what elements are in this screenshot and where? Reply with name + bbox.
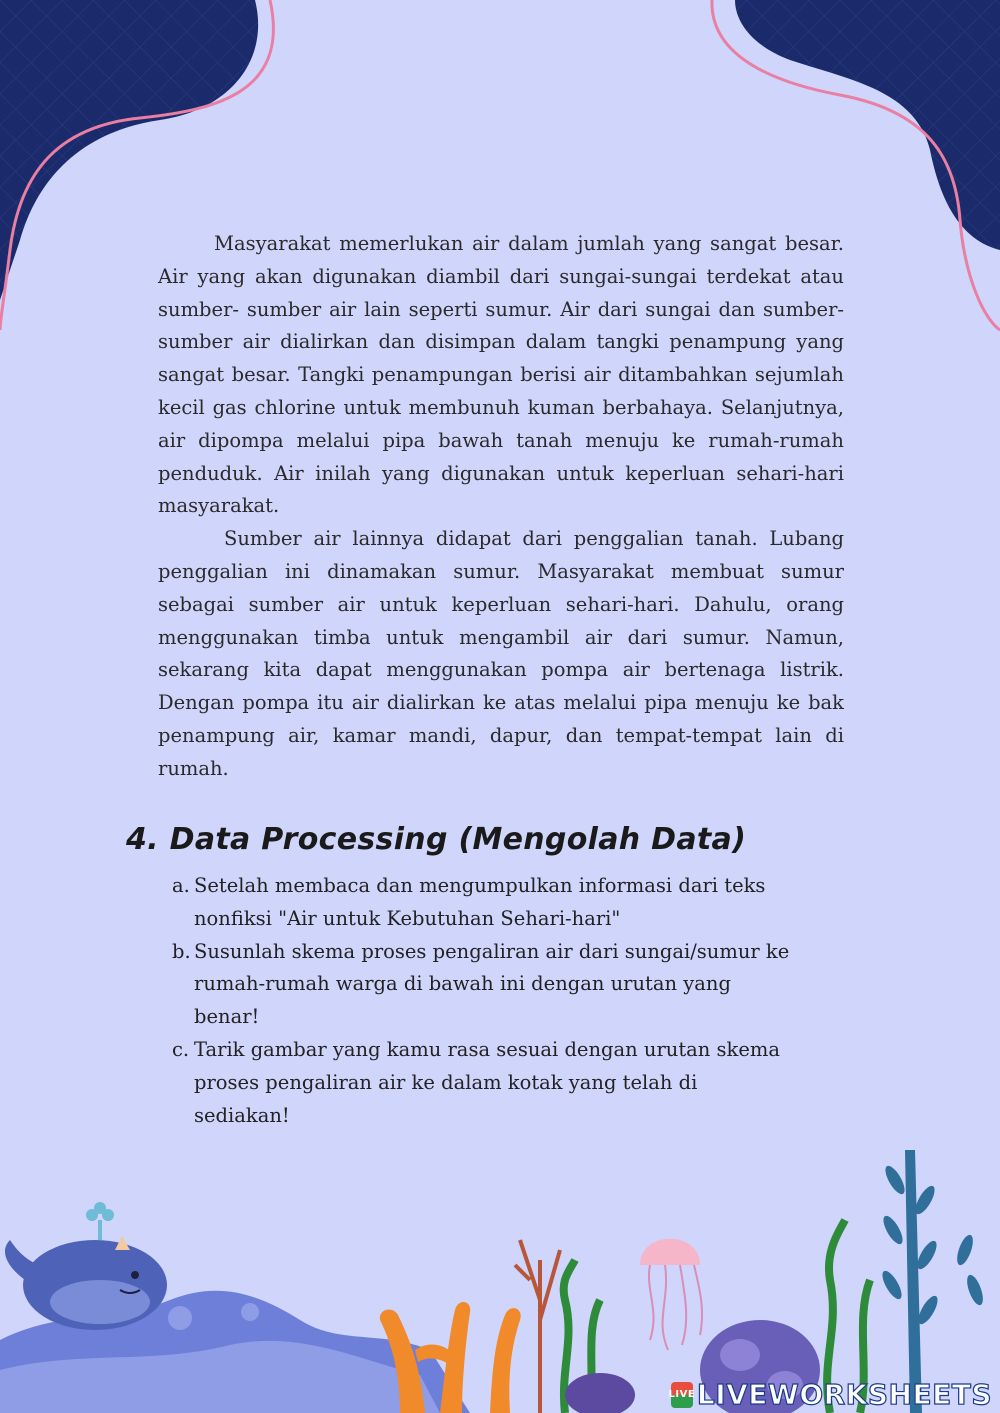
instruction-list bbox=[172, 870, 792, 1132]
article-paragraph-1: Masyarakat memerlukan air dalam jumlah yang sangat besar. Air yang akan digunakan diambil dari sungai-sungai terdekat atau sumber- sumber air lain seperti sumur. Air dari sungai dan sumber-sumber air dialirkan dan disimpan dalam tangki penampung yang sangat besar. Tangki penampungan berisi air ditambahkan sejumlah kecil gas chlorine untuk membunuh kuman berbahaya. Selanjutnya, air dipompa melalui pipa bawah tanah menuju ke rumah-rumah penduduk. Air inilah yang digunakan untuk keperluan sehari-hari masyarakat. bbox=[158, 232, 844, 518]
instruction-marker: b. bbox=[172, 939, 191, 963]
article-paragraph-2: Sumber air lainnya didapat dari penggalian tanah. Lubang penggalian ini dinamakan sumur. Masyarakat membuat sumur sebagai sumber air untuk keperluan sehari-hari. Dahulu, orang menggunakan timba untuk mengambil air dari sumur. Namun, sekarang kita dapat menggunakan pompa air bertenaga listrik. Dengan pompa itu air dialirkan ke atas melalui pipa menuju ke bak penampung air, kamar mandi, dapur, dan tempat-tempat lain di rumah. bbox=[158, 527, 844, 780]
jellyfish-illustration bbox=[640, 1239, 702, 1350]
instruction-item bbox=[172, 1034, 792, 1132]
orange-coral-illustration bbox=[380, 1302, 521, 1413]
section-heading: 4. Data Processing (Mengolah Data) bbox=[126, 822, 747, 857]
instruction-item bbox=[172, 870, 792, 936]
instruction-text: Susunlah skema proses pengaliran air dari sungai/sumur ke rumah-rumah warga di bawah ini dengan urutan yang benar! bbox=[194, 939, 790, 1029]
instruction-item bbox=[172, 936, 792, 1034]
brand-name: LIVEWORKSHEETS bbox=[696, 1378, 992, 1411]
instruction-marker: a. bbox=[172, 874, 190, 897]
liveworksheets-logo[interactable] bbox=[668, 1378, 992, 1411]
instruction-text: Setelah membaca dan mengumpulkan informasi dari teks nonfiksi "Air untuk Kebutuhan Sehari-hari" bbox=[194, 874, 766, 930]
whale-illustration bbox=[5, 1202, 167, 1330]
blue-seaweed-illustration bbox=[879, 1150, 986, 1413]
instruction-marker: c. bbox=[172, 1037, 190, 1061]
article-body bbox=[158, 228, 844, 786]
instruction-text: Tarik gambar yang kamu rasa sesuai dengan urutan skema proses pengaliran air ke dalam kotak yang telah di sediakan! bbox=[194, 1037, 781, 1127]
red-coral-illustration bbox=[515, 1240, 560, 1413]
brand-badge-icon: LIVE bbox=[671, 1382, 693, 1408]
